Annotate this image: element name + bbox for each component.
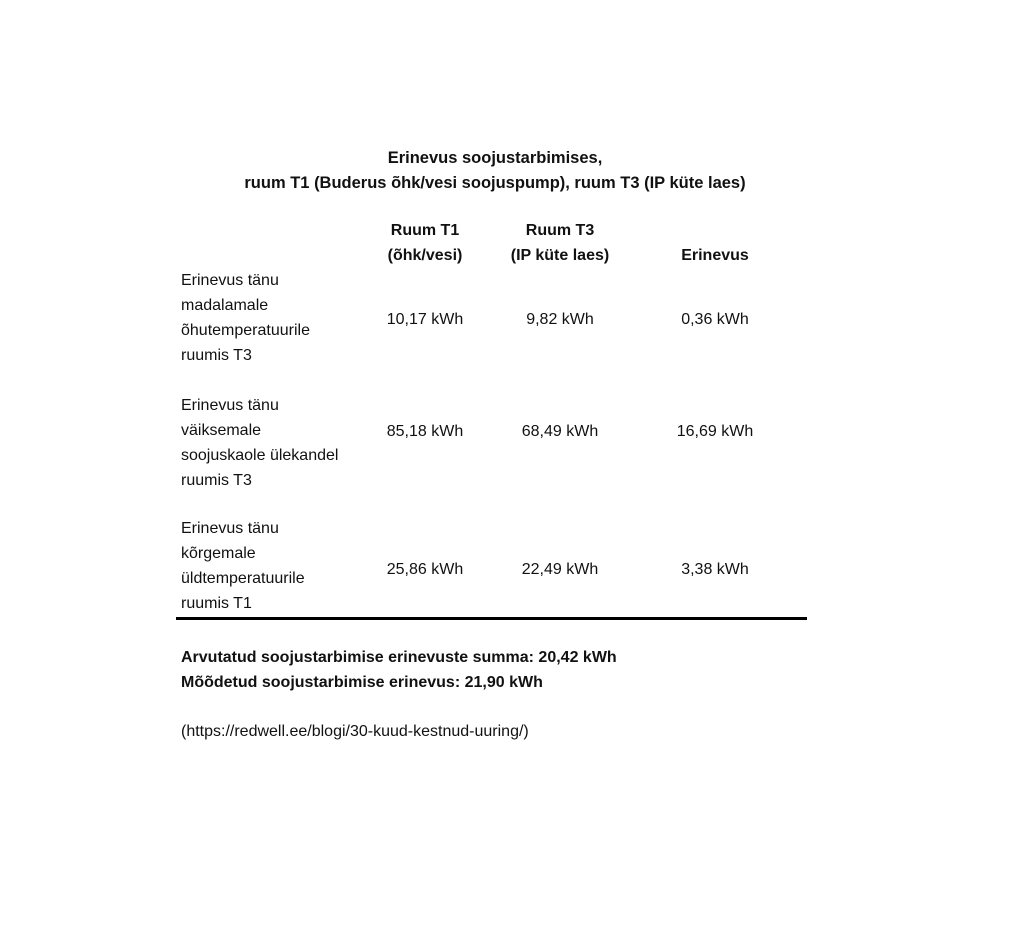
calculated-difference-sum: Arvutatud soojustarbimise erinevuste summa: 20,42 kWh [181,649,617,666]
row-3-label-line: Erinevus tänu [181,520,279,537]
row-2-t3-value: 68,49 kWh [521,423,599,440]
column-header-room-t1-name: Ruum T1 [390,222,460,239]
row-2-label-line: Erinevus tänu [181,397,279,414]
row-1-label-line: Erinevus tänu [181,272,279,289]
column-header-room-t3 [495,218,625,268]
page-subtitle: ruum T1 (Buderus õhk/vesi soojuspump), ruum T3 (IP küte laes) [244,174,746,192]
row-3-t3-value: 22,49 kWh [521,561,599,578]
row-1-label [181,268,381,368]
row-2-difference-value: 16,69 kWh [676,423,754,440]
row-2-label [181,393,381,493]
column-header-difference: Erinevus [681,247,749,264]
row-1-label-line: õhutemperatuurile [181,322,310,339]
column-header-room-t1 [365,218,485,268]
row-2-t1-value: 85,18 kWh [386,423,464,440]
column-header-room-t3-name: Ruum T3 [525,222,595,239]
row-3-label-line: ruumis T1 [181,595,252,612]
row-1-label-line: madalamale [181,297,269,314]
row-3-t1-value: 25,86 kWh [386,561,464,578]
row-1-label-line: ruumis T3 [181,347,252,364]
row-2-label-line: ruumis T3 [181,472,252,489]
page-title: Erinevus soojustarbimises, [387,149,603,167]
row-3-label-line: kõrgemale [181,545,256,562]
row-2-label-line: väiksemale [181,422,262,439]
row-1-t3-value: 9,82 kWh [526,311,594,328]
row-1-difference-value: 0,36 kWh [681,311,749,328]
row-2-label-line: soojuskaole ülekandel [181,447,339,464]
column-header-room-t3-type: (IP küte laes) [510,247,610,264]
measured-difference: Mõõdetud soojustarbimise erinevus: 21,90 kWh [181,674,543,691]
column-header-room-t1-type: (õhk/vesi) [387,247,463,264]
row-3-label [181,516,381,616]
table-bottom-rule [176,617,807,620]
row-3-difference-value: 3,38 kWh [681,561,749,578]
row-1-t1-value: 10,17 kWh [386,311,464,328]
row-3-label-line: üldtemperatuurile [181,570,305,587]
source-url: (https://redwell.ee/blogi/30-kuud-kestnud-uuring/) [181,723,529,740]
